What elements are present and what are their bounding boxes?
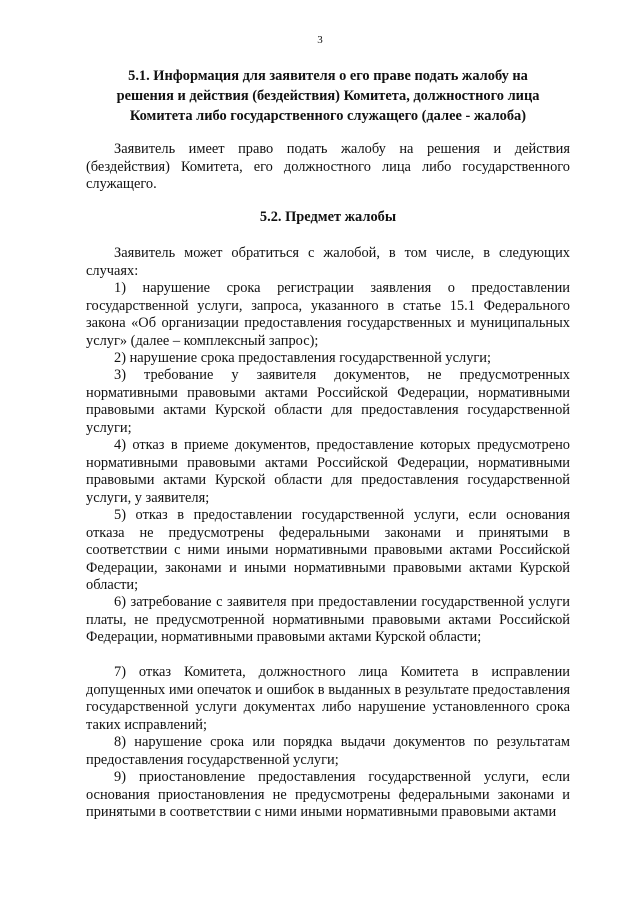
list-item-3: 3) требование у заявителя документов, не предусмотренных нормативными правовыми актами Российской Федерации, нормативными правовыми актами Курской области для предоставления государственной услуги; (86, 367, 570, 436)
section-5-2-intro: Заявитель может обратиться с жалобой, в том числе, в следующих случаях: (86, 245, 570, 279)
section-5-1-heading (86, 66, 570, 126)
list-item-4: 4) отказ в приеме документов, предоставление которых предусмотрено нормативными правовыми актами Российской Федерации, нормативными правовыми актами Курской области для предоставления государственной услуги, у заявителя; (86, 437, 570, 506)
list-item-5: 5) отказ в предоставлении государственной услуги, если основания отказа не предусмотрены федеральными законами и принятыми в соответствии с ними иными нормативными правовыми актами Российской Федерации, законами и иными нормативными правовыми актами Курской области; (86, 507, 570, 594)
list-item-9: 9) приостановление предоставления государственной услуги, если основания приостановления не предусмотрены федеральными законами и принятыми в соответствии с ними иными нормативными правовыми актами (86, 769, 570, 821)
list-item-6: 6) затребование с заявителя при предоставлении государственной услуги платы, не предусмотренной нормативными правовыми актами Российской Федерации, нормативными правовыми актами Курской области; (86, 594, 570, 646)
list-item-2: 2) нарушение срока предоставления государственной услуги; (114, 350, 491, 366)
section-5-1-heading-line-3: Комитета либо государственного служащего (далее - жалоба) (129, 108, 527, 124)
section-5-1-heading-line-2: решения и действия (бездействия) Комитета, должностного лица (116, 88, 540, 104)
list-item-8: 8) нарушение срока или порядка выдачи документов по результатам предоставления государственной услуги; (86, 734, 570, 768)
section-5-1-paragraph: Заявитель имеет право подать жалобу на решения и действия (бездействия) Комитета, его должностного лица либо государственного служащего. (86, 141, 570, 193)
list-item-1: 1) нарушение срока регистрации заявления о предоставлении государственной услуги, запроса, указанного в статье 15.1 Федерального закона «Об организации предоставления государственных и муниципальных услуг» (далее – комплексный запрос); (86, 280, 570, 349)
section-5-2-heading: 5.2. Предмет жалобы (259, 209, 397, 225)
section-5-1-heading-line-1: 5.1. Информация для заявителя о его праве подать жалобу на (128, 68, 528, 84)
list-item-7: 7) отказ Комитета, должностного лица Комитета в исправлении допущенных ими опечаток и ошибок в выданных в результате предоставления государственной услуги документах либо нарушение установленного срока таких исправлений; (86, 664, 570, 733)
page-number: 3 (317, 34, 323, 46)
